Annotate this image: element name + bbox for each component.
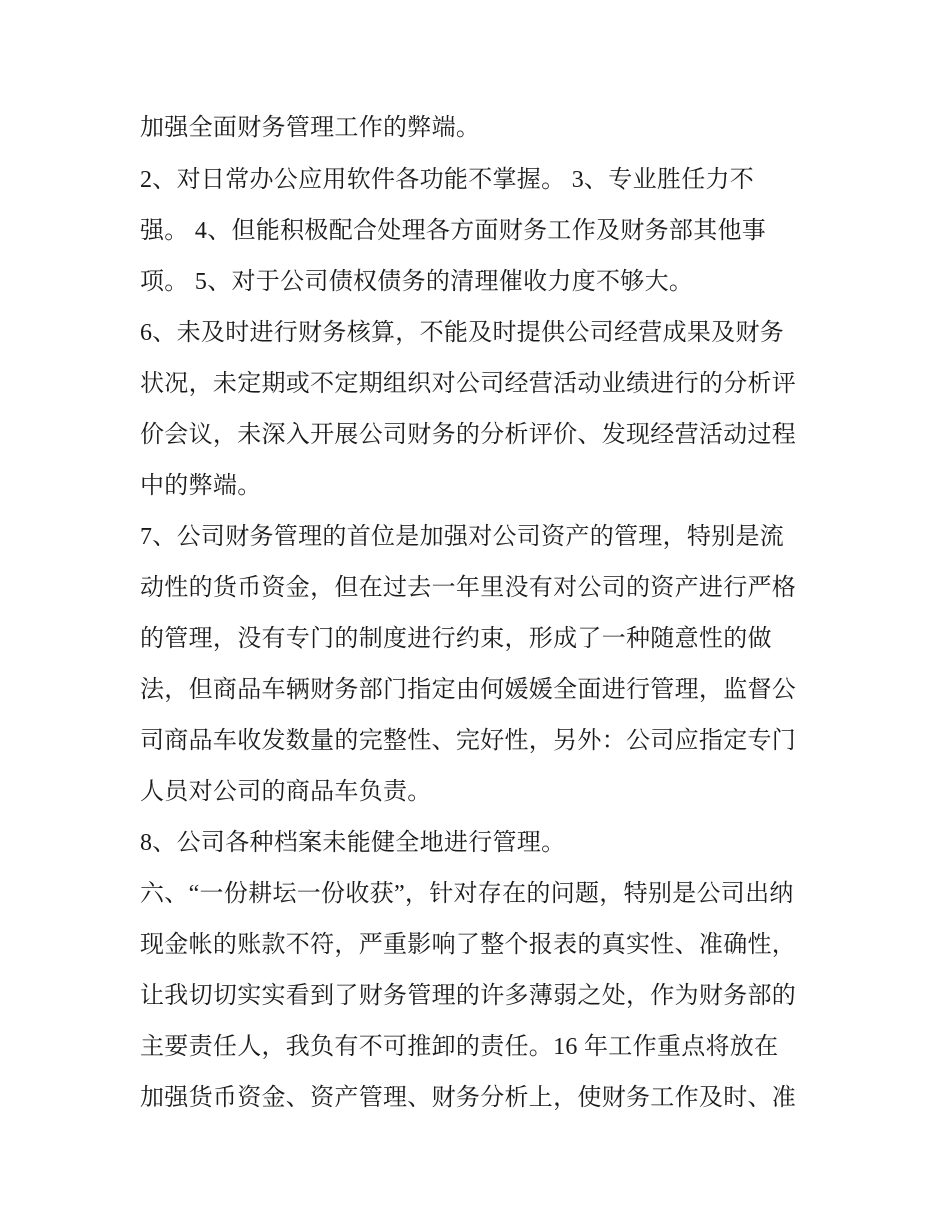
text-line: 2、对日常办公应用软件各功能不掌握。 3、专业胜任力不 <box>140 167 755 193</box>
text-line: 法，但商品车辆财务部门指定由何媛媛全面进行管理，监督公 <box>140 677 797 703</box>
text-line: 7、公司财务管理的首位是加强对公司资产的管理，特别是流 <box>140 524 785 550</box>
text-line: 人员对公司的商品车负责。 <box>140 779 432 805</box>
text-line: 中的弊端。 <box>140 473 262 499</box>
text-line: 主要责任人，我负有不可推卸的责任。16 年工作重点将放在 <box>140 1034 779 1060</box>
text-line: 加强货币资金、资产管理、财务分析上，使财务工作及时、准 <box>140 1085 797 1111</box>
text-line: 现金帐的账款不符，严重影响了整个报表的真实性、准确性， <box>140 932 797 958</box>
text-line: 6、未及时进行财务核算，不能及时提供公司经营成果及财务 <box>140 320 785 346</box>
text-line: 强。 4、但能积极配合处理各方面财务工作及财务部其他事 <box>140 218 767 244</box>
text-line: 司商品车收发数量的完整性、完好性，另外：公司应指定专门 <box>140 728 797 754</box>
text-line: 六、“一份耕坛一份收获”，针对存在的问题，特别是公司出纳 <box>140 881 794 907</box>
text-line: 加强全面财务管理工作的弊端。 <box>140 115 481 141</box>
text-line: 状况，未定期或不定期组织对公司经营活动业绩进行的分析评 <box>140 371 797 397</box>
text-line: 8、公司各种档案未能健全地进行管理。 <box>140 830 566 856</box>
text-line: 动性的货币资金，但在过去一年里没有对公司的资产进行严格 <box>140 575 797 601</box>
text-line: 的管理，没有专门的制度进行约束，形成了一种随意性的做 <box>140 626 772 652</box>
text-line: 让我切切实实看到了财务管理的许多薄弱之处，作为财务部的 <box>140 983 797 1009</box>
text-line: 项。 5、对于公司债权债务的清理催收力度不够大。 <box>140 269 694 295</box>
text-line: 价会议，未深入开展公司财务的分析评价、发现经营活动过程 <box>140 422 797 448</box>
